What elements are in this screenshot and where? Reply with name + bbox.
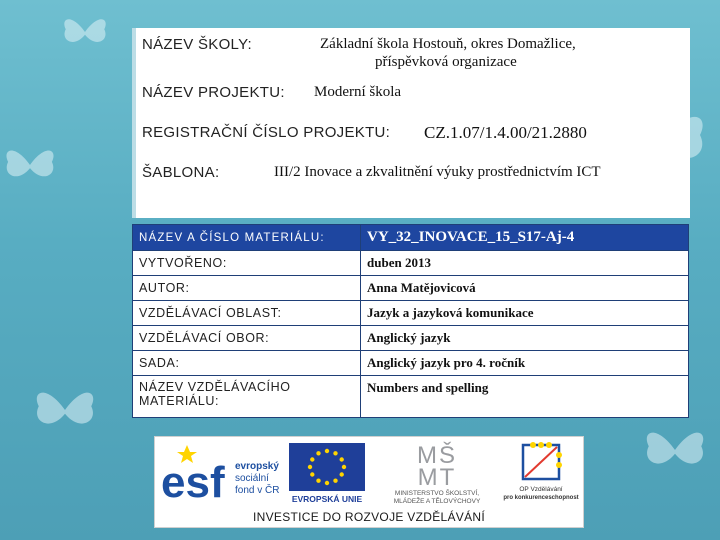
author-value: Anna Matějovicová bbox=[361, 276, 689, 301]
material-info-table bbox=[132, 224, 689, 418]
education-area-value: Jazyk a jazyková komunikace bbox=[361, 301, 689, 326]
template-label: ŠABLONA: bbox=[142, 164, 220, 181]
esf-line-3: fond v ČR bbox=[235, 485, 279, 496]
table-row bbox=[133, 251, 689, 276]
education-area-label: VZDĚLÁVACÍ OBLAST: bbox=[133, 301, 361, 326]
author-label: AUTOR: bbox=[133, 276, 361, 301]
msmt-logo bbox=[377, 439, 497, 505]
project-value: Moderní škola bbox=[314, 84, 402, 100]
school-label: NÁZEV ŠKOLY: bbox=[142, 36, 253, 53]
template-value: III/2 Inovace a zkvalitnění výuky prostřednictvím ICT bbox=[274, 164, 601, 180]
op-line-2: pro konkurenceschopnost bbox=[503, 495, 579, 501]
esf-line-1: evropský bbox=[235, 461, 279, 472]
eu-label: EVROPSKÁ UNIE bbox=[291, 494, 363, 504]
op-line-1: OP Vzdělávání bbox=[519, 486, 563, 493]
material-name-value: VY_32_INOVACE_15_S17-Aj-4 bbox=[361, 225, 689, 251]
butterfly-decoration-icon bbox=[60, 10, 110, 54]
education-field-label: VZDĚLÁVACÍ OBOR: bbox=[133, 326, 361, 351]
project-label: NÁZEV PROJEKTU: bbox=[142, 84, 285, 101]
set-label: SADA: bbox=[133, 351, 361, 376]
esf-logo bbox=[159, 441, 279, 503]
registration-label: REGISTRAČNÍ ČÍSLO PROJEKTU: bbox=[142, 124, 391, 141]
butterfly-decoration-icon bbox=[30, 380, 100, 440]
table-row bbox=[133, 301, 689, 326]
msmt-line-1: MINISTERSTVO ŠKOLSTVÍ, bbox=[394, 490, 480, 497]
material-title-label: NÁZEV VZDĚLÁVACÍHO MATERIÁLU: bbox=[133, 376, 361, 418]
svg-text:MT: MT bbox=[417, 464, 457, 491]
investment-slogan: INVESTICE DO ROZVOJE VZDĚLÁVÁNÍ bbox=[252, 510, 485, 524]
education-field-value: Anglický jazyk bbox=[361, 326, 689, 351]
created-value: duben 2013 bbox=[361, 251, 689, 276]
table-row bbox=[133, 351, 689, 376]
table-row bbox=[133, 376, 689, 418]
table-row bbox=[133, 225, 689, 251]
butterfly-decoration-icon bbox=[640, 420, 710, 480]
school-value-line1: Základní škola Hostouň, okres Domažlice, bbox=[320, 36, 576, 52]
table-row bbox=[133, 276, 689, 301]
material-title-value: Numbers and spelling bbox=[361, 376, 689, 418]
header-left-strip bbox=[132, 28, 136, 218]
school-value-line2: příspěvková organizace bbox=[375, 54, 517, 70]
svg-text:MŠ: MŠ bbox=[417, 442, 457, 469]
funding-logos-bar bbox=[154, 436, 584, 528]
svg-text:esf: esf bbox=[161, 458, 225, 503]
msmt-line-2: MLÁDEŽE A TĚLOVÝCHOVY bbox=[393, 498, 481, 505]
eu-flag-logo bbox=[285, 441, 369, 505]
created-label: VYTVOŘENO: bbox=[133, 251, 361, 276]
butterfly-decoration-icon bbox=[0, 140, 60, 190]
table-row bbox=[133, 326, 689, 351]
registration-value: CZ.1.07/1.4.00/21.2880 bbox=[424, 123, 587, 142]
set-value: Anglický jazyk pro 4. ročník bbox=[361, 351, 689, 376]
material-name-label: NÁZEV A ČÍSLO MATERIÁLU: bbox=[133, 225, 361, 251]
op-vzdelavani-logo bbox=[501, 439, 581, 505]
esf-line-2: sociální bbox=[235, 473, 269, 484]
